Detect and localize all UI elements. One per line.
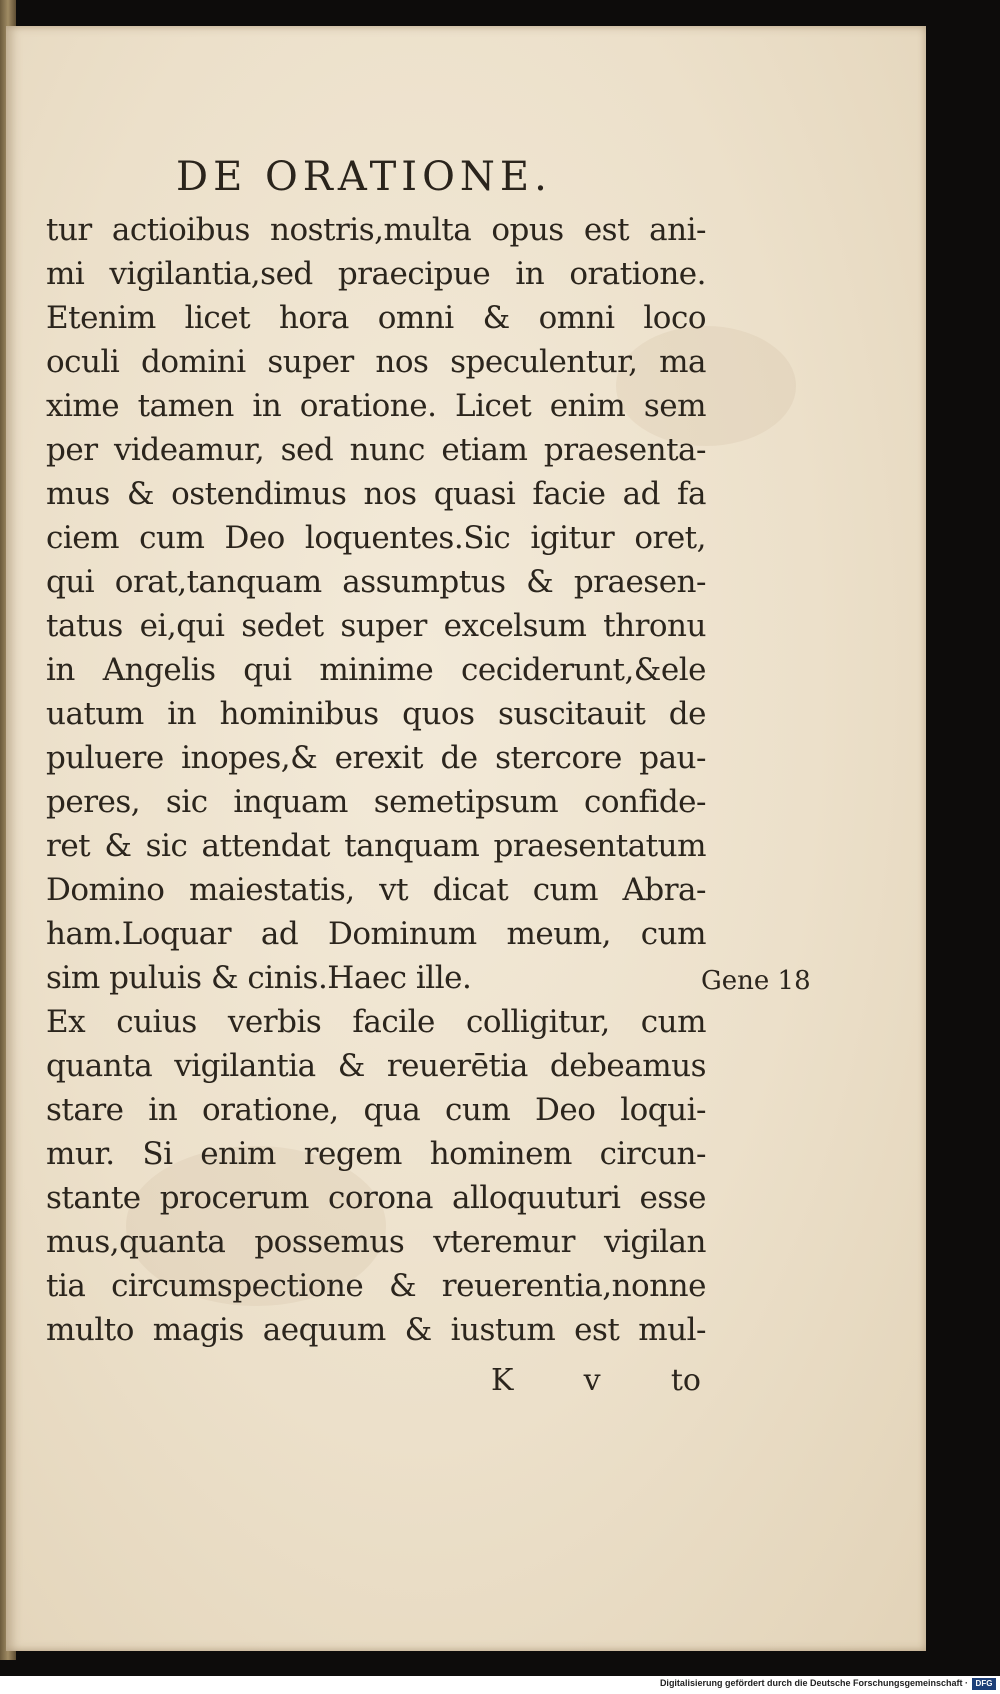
body-text [46, 208, 706, 1352]
text-line: tia circumspectione & reuerentia,nonne [46, 1268, 706, 1304]
text-line: per videamur, sed nunc etiam praesenta- [46, 432, 706, 468]
text-line: xime tamen in oratione. Licet enim sem [46, 388, 706, 424]
text-line: quanta vigilantia & reuerētia debeamus [46, 1048, 706, 1084]
text-line: oculi domini super nos speculentur, ma [46, 344, 706, 380]
signature-mark: K [491, 1363, 514, 1398]
text-line: tatus ei,qui sedet super excelsum thronu [46, 608, 706, 644]
text-line: mur. Si enim regem hominem circun- [46, 1136, 706, 1172]
text-line: sim puluis & cinis.Haec ille. [46, 960, 472, 996]
text-line: peres, sic inquam semetipsum confide- [46, 784, 706, 820]
running-head: DE ORATIONE. [176, 154, 552, 200]
text-line: ret & sic attendat tanquam praesentatum [46, 828, 706, 864]
text-line: uatum in hominibus quos suscitauit de [46, 696, 706, 732]
text-line: stante procerum corona alloquuturi esse [46, 1180, 706, 1216]
signature-number: v [583, 1363, 601, 1398]
text-line: mi vigilantia,sed praecipue in oratione. [46, 256, 706, 292]
dfg-logo: DFG [972, 1678, 996, 1690]
text-line: Domino maiestatis, vt dicat cum Abra- [46, 872, 706, 908]
text-line: qui orat,tanquam assumptus & praesen- [46, 564, 706, 600]
text-line: mus & ostendimus nos quasi facie ad fa [46, 476, 706, 512]
text-line: mus,quanta possemus vteremur vigilan [46, 1224, 706, 1260]
text-line: multo magis aequum & iustum est mul- [46, 1312, 706, 1348]
catchword: to [670, 1363, 701, 1398]
signature-line [491, 1359, 701, 1403]
text-line: puluere inopes,& erexit de stercore pau- [46, 740, 706, 776]
text-line: ham.Loquar ad Dominum meum, cum [46, 916, 706, 952]
text-line: Ex cuius verbis facile colligitur, cum [46, 1004, 706, 1040]
text-line: stare in oratione, qua cum Deo loqui- [46, 1092, 706, 1128]
marginal-note: Gene 18 [701, 966, 811, 996]
book-page [6, 26, 926, 1651]
text-line: Etenim licet hora omni & omni loco [46, 300, 706, 336]
digitization-credit: Digitalisierung gefördert durch die Deutsche Forschungsgemeinschaft · [659, 1678, 968, 1688]
text-line: in Angelis qui minime ceciderunt,&ele [46, 652, 706, 688]
text-line: tur actioibus nostris,multa opus est ani- [46, 212, 706, 248]
text-line: ciem cum Deo loquentes.Sic igitur oret, [46, 520, 706, 556]
